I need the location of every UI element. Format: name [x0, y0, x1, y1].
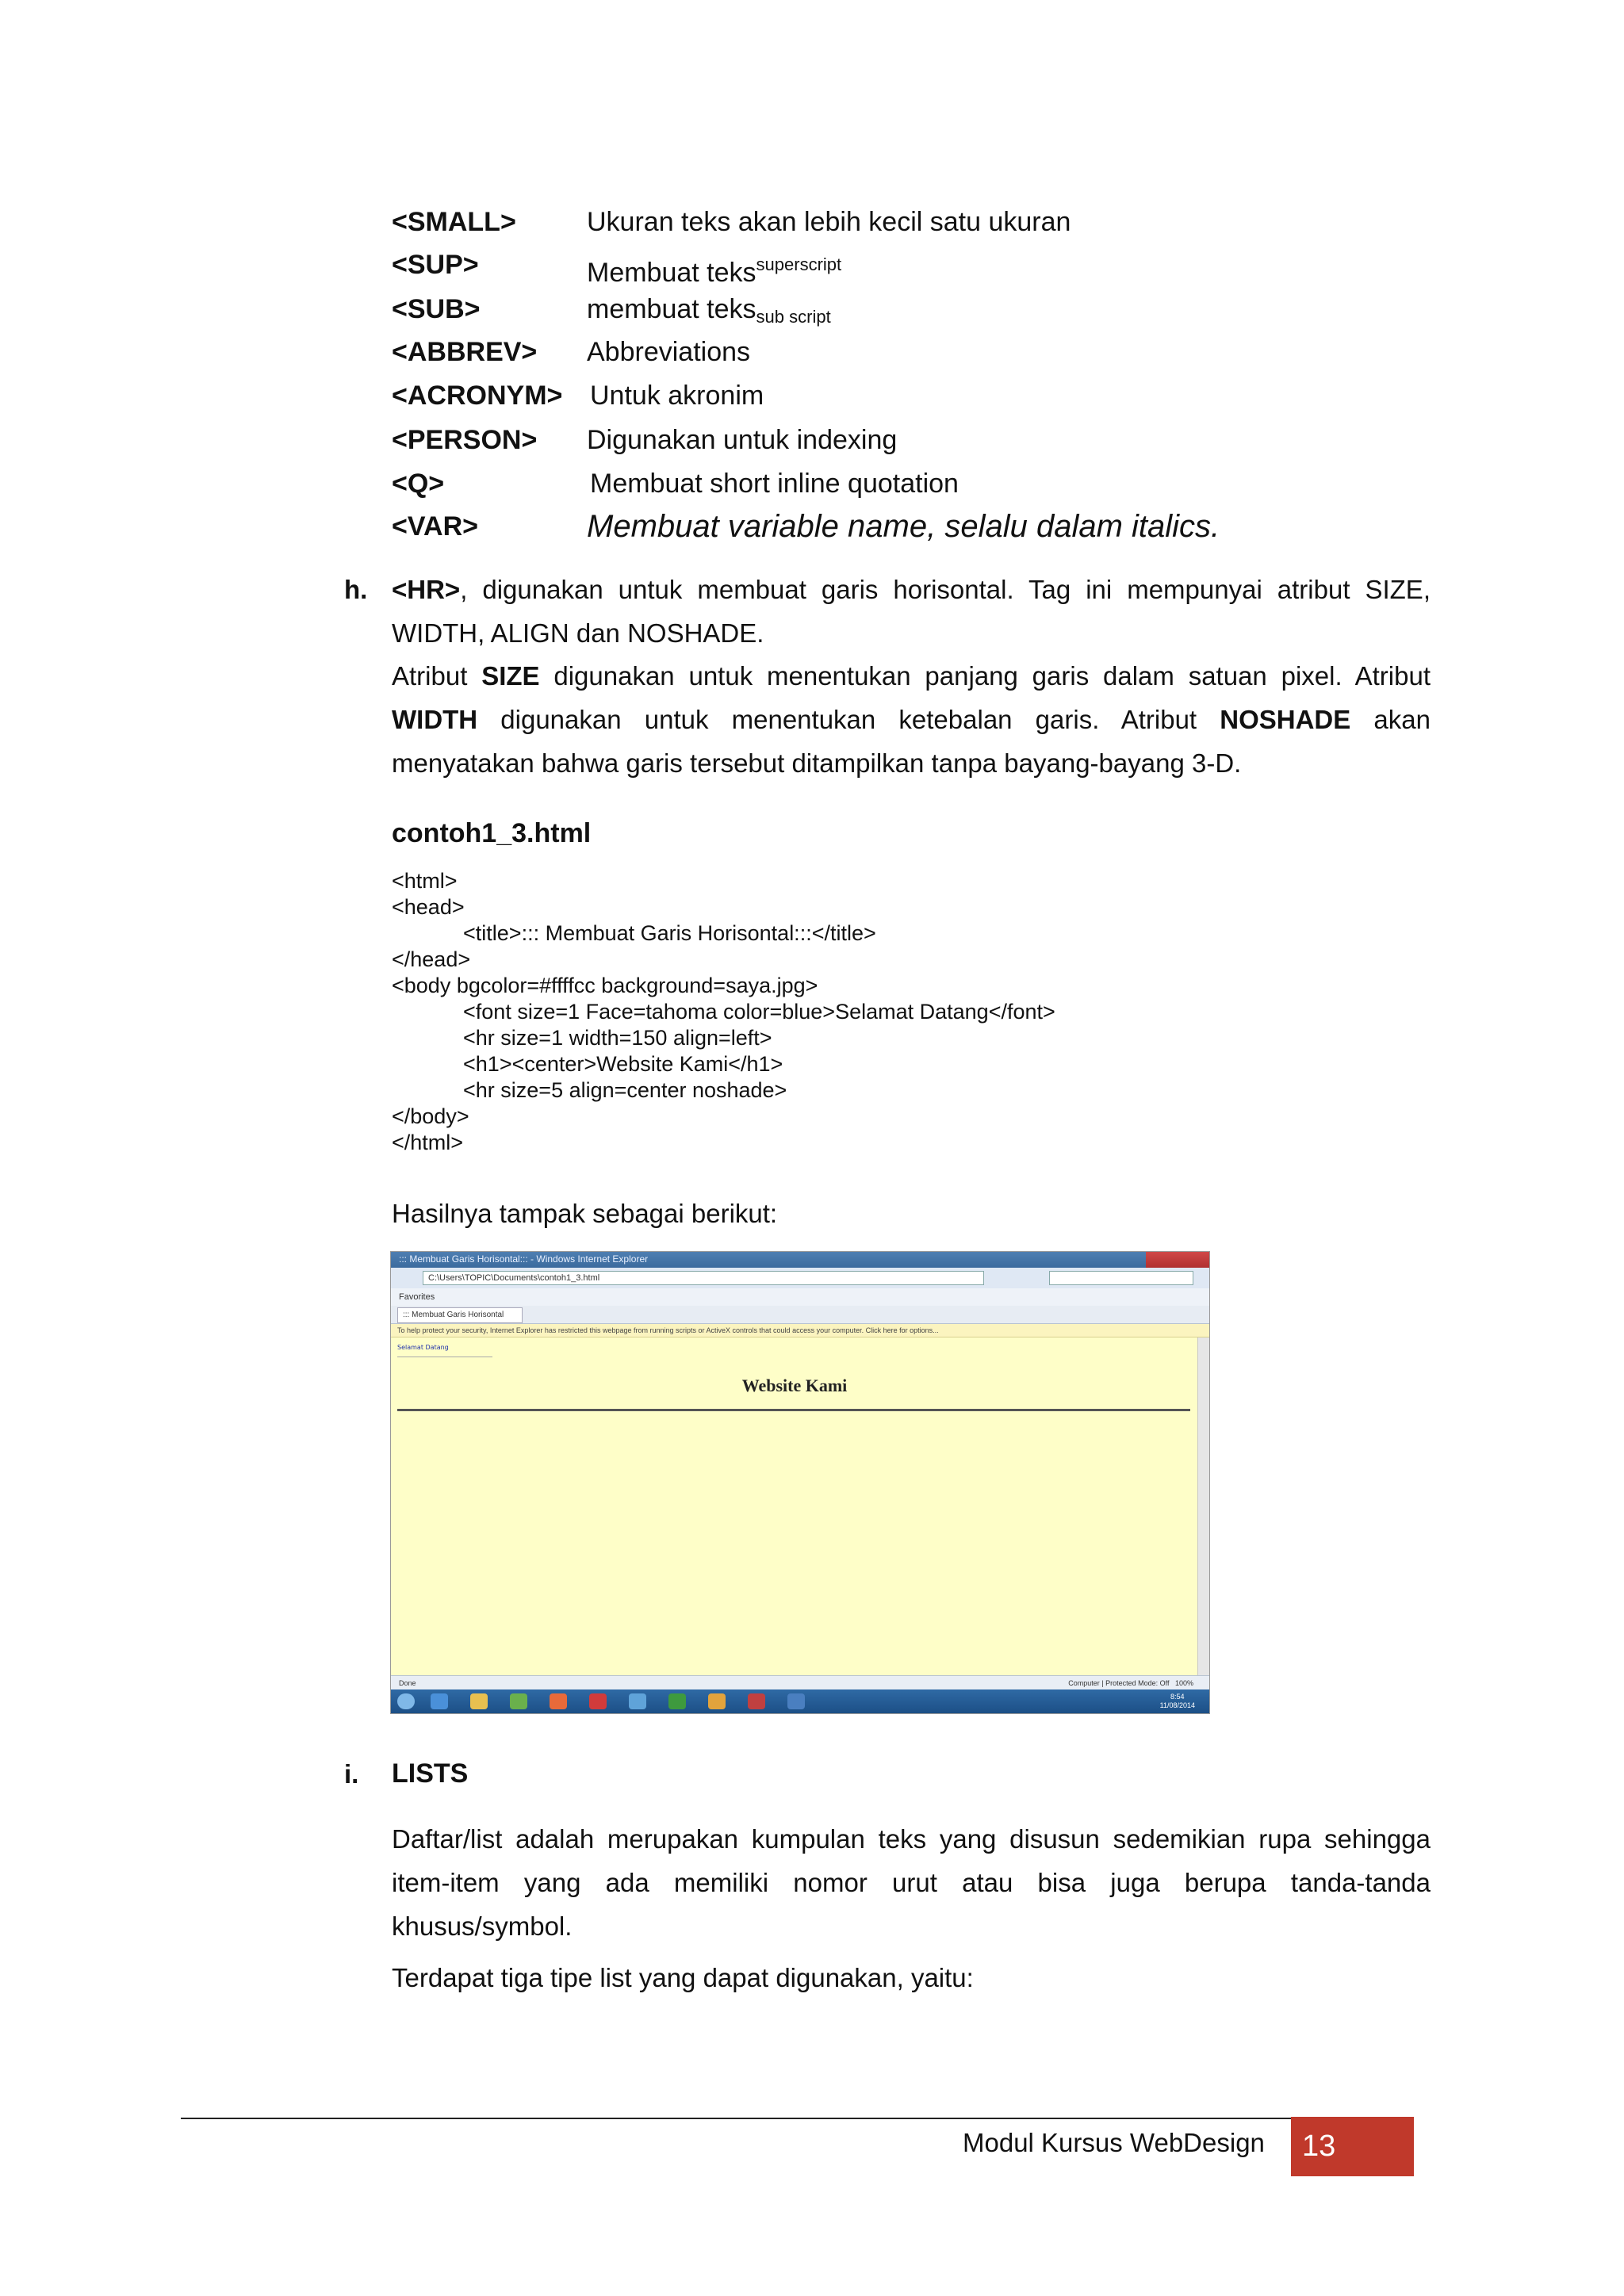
code-line: </body>	[392, 1104, 469, 1128]
list-types-paragraph: Terdapat tiga tipe list yang dapat digunakan, yaitu:	[392, 1963, 974, 1992]
code-block	[392, 868, 1055, 1156]
footer-title: Modul Kursus WebDesign	[963, 2128, 1265, 2157]
tag-desc: Abbreviations	[587, 337, 751, 367]
hr-attributes-paragraph	[392, 654, 1431, 785]
code-line: <hr size=1 width=150 align=left>	[392, 1026, 772, 1050]
app-icon	[589, 1693, 607, 1709]
website-heading: Website Kami	[741, 1376, 848, 1395]
media-icon	[510, 1693, 527, 1709]
code-line: <h1><center>Website Kami</h1>	[392, 1052, 783, 1076]
tab-strip	[391, 1306, 1209, 1324]
code-line: <body bgcolor=#ffffcc background=saya.jpg>	[392, 974, 818, 997]
page-number-box	[1291, 2117, 1414, 2176]
tag-desc: Digunakan untuk indexing	[587, 425, 898, 455]
code-line: <html>	[392, 869, 458, 893]
app-icon	[708, 1693, 726, 1709]
status-bar	[391, 1675, 1209, 1690]
url-field: C:\Users\TOPIC\Documents\contoh1_3.html	[423, 1271, 984, 1285]
scrollbar	[1197, 1337, 1209, 1675]
tag-name: <Q>	[392, 469, 445, 499]
app-icon	[787, 1693, 805, 1709]
tag-desc: Membuat short inline quotation	[590, 469, 959, 499]
section-marker-h: h.	[344, 575, 368, 604]
app-icon	[748, 1693, 765, 1709]
start-button-icon	[397, 1693, 415, 1709]
hr-tag: <HR>	[392, 575, 461, 604]
width-keyword: WIDTH	[392, 705, 478, 734]
tag-name: <VAR>	[392, 511, 478, 541]
page-number: 13	[1302, 2130, 1336, 2163]
search-field	[1049, 1271, 1193, 1285]
firefox-icon	[550, 1693, 567, 1709]
footer-divider	[181, 2118, 1291, 2119]
folder-icon	[470, 1693, 488, 1709]
hr-intro-paragraph	[392, 568, 1431, 655]
code-line: <font size=1 Face=tahoma color=blue>Selamat Datang</font>	[392, 1000, 1055, 1024]
tag-name: <SMALL>	[392, 207, 516, 237]
clock-time: 8:54	[1170, 1693, 1185, 1701]
code-line: <title>::: Membuat Garis Horisontal:::</title>	[392, 921, 876, 945]
code-line: </head>	[392, 947, 471, 971]
window-titlebar	[391, 1252, 1209, 1268]
tag-name: <SUP>	[392, 250, 479, 280]
noshade-keyword: NOSHADE	[1220, 705, 1351, 734]
tag-desc-text: Membuat teks	[587, 258, 756, 288]
zoom-level: 100%	[1174, 1679, 1193, 1687]
window-controls	[1146, 1252, 1209, 1268]
favorites-bar: Favorites	[391, 1288, 1210, 1306]
tag-desc: Membuat variable name, selalu dalam italics.	[587, 509, 1220, 544]
tag-name: <ACRONYM>	[392, 381, 563, 411]
tag-name: <ABBREV>	[392, 337, 538, 367]
tag-desc: Ukuran teks akan lebih kecil satu ukuran	[587, 207, 1071, 237]
tag-desc: Untuk akronim	[590, 381, 764, 411]
app-icon	[629, 1693, 646, 1709]
security-zone: Computer | Protected Mode: Off	[1068, 1679, 1170, 1687]
tag-name: <SUB>	[392, 294, 481, 324]
window-title: ::: Membuat Garis Horisontal::: - Windows Internet Explorer	[399, 1253, 649, 1265]
text-span: akan menyatakan bahwa garis tersebut ditampilkan tanpa bayang-bayang 3-D.	[392, 705, 1431, 778]
result-label: Hasilnya tampak sebagai berikut:	[392, 1199, 778, 1228]
example-filename: contoh1_3.html	[392, 818, 592, 848]
browser-screenshot	[390, 1251, 1210, 1714]
clock-date: 11/08/2014	[1159, 1701, 1195, 1709]
small-blue-text: Selamat Datang	[397, 1344, 449, 1351]
code-line: </html>	[392, 1131, 464, 1154]
taskbar-clock	[1160, 1693, 1195, 1710]
lists-title: LISTS	[392, 1758, 469, 1789]
address-bar	[391, 1268, 1209, 1288]
text-span: digunakan untuk menentukan panjang garis dalam satuan pixel. Atribut	[539, 661, 1431, 691]
ie-icon	[431, 1693, 448, 1709]
info-bar: To help protect your security, Internet Explorer has restricted this webpage from running scripts or ActiveX controls that could access your computer. Click here for options...	[391, 1324, 1210, 1337]
browser-tab: ::: Membuat Garis Horisontal	[397, 1307, 523, 1323]
code-line: <hr size=5 align=center noshade>	[392, 1078, 787, 1102]
hr-intro-text: , digunakan untuk membuat garis horisontal. Tag ini mempunyai atribut SIZE, WIDTH, ALIGN dan NOSHADE.	[392, 575, 1431, 648]
taskbar	[391, 1689, 1209, 1713]
tag-desc-text: membuat teks	[587, 294, 756, 324]
tag-name: <PERSON>	[392, 425, 538, 455]
size-keyword: SIZE	[481, 661, 540, 691]
code-line: <head>	[392, 895, 465, 919]
thick-horizontal-rule	[397, 1409, 1190, 1411]
status-zone	[1068, 1676, 1193, 1690]
superscript-sample: superscript	[756, 254, 842, 274]
lists-paragraph: Daftar/list adalah merupakan kumpulan teks yang disusun sedemikian rupa sehingga item-item yang ada memiliki nomor urut atau bisa juga berupa tanda-tanda khusus/symbol.	[392, 1824, 1431, 1941]
status-text: Done	[399, 1679, 416, 1687]
text-span: Atribut	[392, 661, 482, 691]
subscript-sample: sub script	[756, 307, 831, 327]
section-marker-i: i.	[344, 1759, 359, 1789]
text-span: digunakan untuk menentukan ketebalan garis. Atribut	[477, 705, 1220, 734]
app-icon	[668, 1693, 686, 1709]
page-content	[391, 1337, 1198, 1675]
